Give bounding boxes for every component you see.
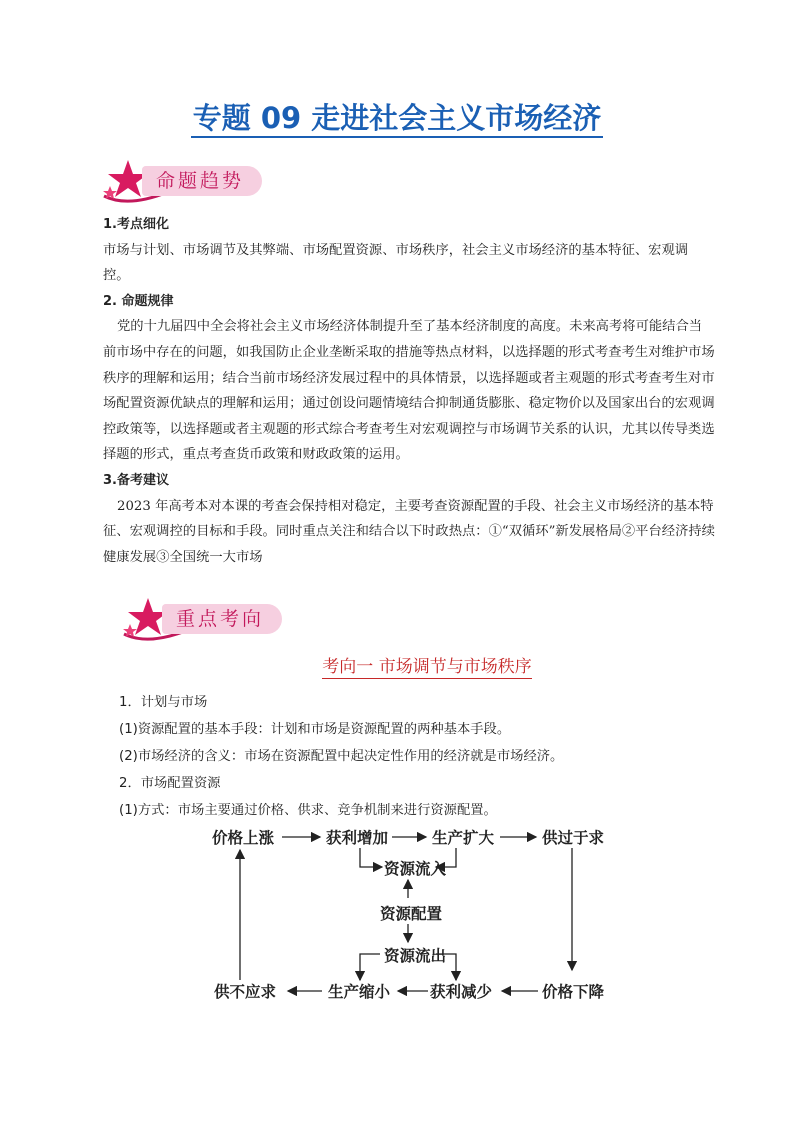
node-profit-up: 获利增加 xyxy=(326,828,389,847)
list-item: 1．计划与市场 xyxy=(119,695,208,710)
list-item: (1)方式：市场主要通过价格、供求、竞争机制来进行资源配置。 xyxy=(119,803,497,818)
banner-focus-label: 重点考向 xyxy=(162,604,282,634)
node-profit-down: 获利减少 xyxy=(430,982,493,1001)
section-heading: 2. 命题规律 xyxy=(103,293,174,309)
node-production-up: 生产扩大 xyxy=(432,828,495,847)
paragraph-line: 控政策等，以选择题或者主观题的形式综合考查考生对宏观调控与市场调节关系的认识，尤其以传导类选 xyxy=(103,421,715,437)
item-list xyxy=(119,689,719,824)
paragraph-line: 市场与计划、市场调节及其弊端、市场配置资源、市场秩序，社会主义市场经济的基本特征、宏观调 xyxy=(103,242,689,258)
list-item: (1)资源配置的基本手段：计划和市场是资源配置的两种基本手段。 xyxy=(119,722,511,737)
section-heading: 3.备考建议 xyxy=(103,472,169,488)
paragraph-line: 择题的形式，重点考查货币政策和财政政策的运用。 xyxy=(103,447,409,463)
node-inflow: 资源流入 xyxy=(384,859,447,878)
section-title-text: 考向一 市场调节与市场秩序 xyxy=(322,657,532,677)
banner-trend xyxy=(98,156,288,212)
paragraph-line: 控。 xyxy=(103,268,130,284)
resource-allocation-diagram xyxy=(200,820,620,1005)
paragraph-line: 2023 年高考本对本课的考查会保持相对稳定，主要考查资源配置的手段、社会主义市场经济的基本特 xyxy=(117,498,714,514)
node-supply-short: 供不应求 xyxy=(214,982,277,1001)
node-outflow: 资源流出 xyxy=(384,946,447,965)
node-production-down: 生产缩小 xyxy=(328,982,391,1001)
node-allocation: 资源配置 xyxy=(380,904,443,923)
banner-focus xyxy=(118,594,308,650)
list-item: (2)市场经济的含义：市场在资源配置中起决定性作用的经济就是市场经济。 xyxy=(119,749,564,764)
section-heading: 1.考点细化 xyxy=(103,217,169,232)
page-title xyxy=(0,96,794,137)
paragraph-line: 健康发展③全国统一大市场 xyxy=(103,549,263,565)
paragraph-line: 前市场中存在的问题，如我国防止企业垄断采取的措施等热点材料，以选择题的形式考查考生对维护市场 xyxy=(103,344,715,360)
page-title-text: 专题 09 走进社会主义市场经济 xyxy=(191,101,604,138)
paragraph-line: 场配置资源优缺点的理解和运用；通过创设问题情境结合抑制通货膨胀、稳定物价以及国家出台的宏观调 xyxy=(103,396,715,412)
node-price-up: 价格上涨 xyxy=(212,828,275,847)
list-item: 2．市场配置资源 xyxy=(119,776,221,791)
paragraph-line: 秩序的理解和运用；结合当前市场经济发展过程中的具体情景，以选择题或者主观题的形式考查考生对市 xyxy=(103,370,715,386)
trend-content xyxy=(103,212,725,570)
paragraph-line: 征、宏观调控的目标和手段。同时重点关注和结合以下时政热点：①“双循环”新发展格局②平台经济持续 xyxy=(103,524,715,540)
banner-trend-label: 命题趋势 xyxy=(142,166,262,196)
paragraph-line: 党的十九届四中全会将社会主义市场经济体制提升至了基本经济制度的高度。未来高考将可能结合当 xyxy=(117,319,703,335)
node-supply-excess: 供过于求 xyxy=(542,828,605,847)
section-title xyxy=(0,652,794,677)
node-price-down: 价格下降 xyxy=(542,982,605,1001)
